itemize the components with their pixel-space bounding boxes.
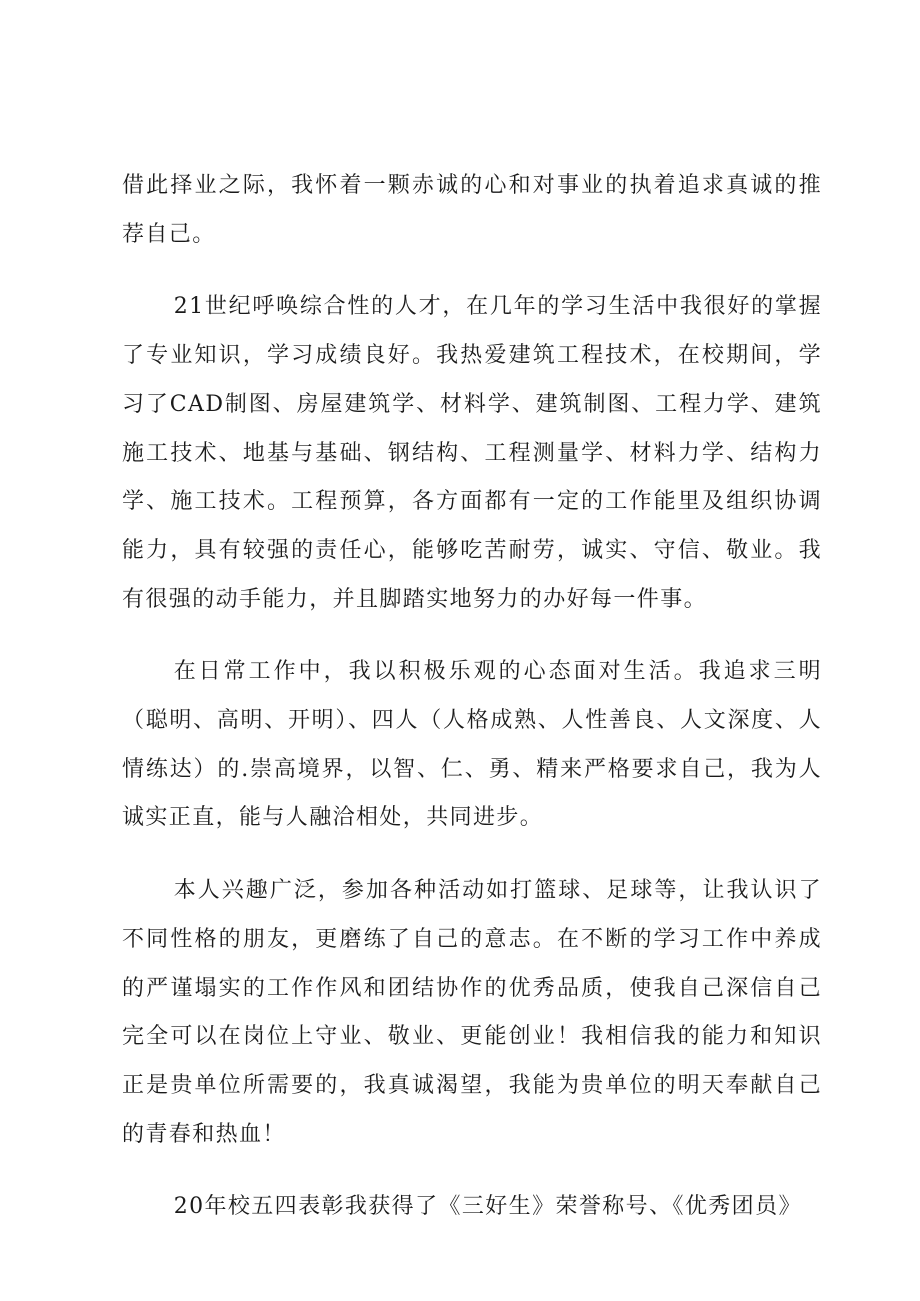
paragraph-skills: 21世纪呼唤综合性的人才，在几年的学习生活中我很好的掌握了专业知识，学习成绩良好。我热爱建筑工程技术，在校期间，学习了CAD制图、房屋建筑学、材料学、建筑制图、工程力学、建筑施工技术、地基与基础、钢结构、工程测量学、材料力学、结构力学、施工技术。工程预算，各方面都有一定的工作能里及组织协调能力，具有较强的责任心，能够吃苦耐劳，诚实、守信、敬业。我有很强的动手能力，并且脚踏实地努力的办好每一件事。	[122, 294, 822, 612]
paragraph-intro: 借此择业之际，我怀着一颗赤诚的心和对事业的执着追求真诚的推荐自己。	[122, 173, 822, 247]
paragraph-awards: 20年校五四表彰我获得了《三好生》荣誉称号、《优秀团员》	[173, 1194, 802, 1220]
document-body	[122, 162, 822, 1232]
paragraph-attitude: 在日常工作中，我以积极乐观的心态面对生活。我追求三明（聪明、高明、开明）、四人（人格成熟、人性善良、人文深度、人情练达）的.崇高境界，以智、仁、勇、精来严格要求自己，我为人诚实正直，能与人融洽相处，共同进步。	[122, 659, 822, 831]
paragraph-interests: 本人兴趣广泛，参加各种活动如打篮球、足球等，让我认识了不同性格的朋友，更磨练了自己的意志。在不断的学习工作中养成的严谨塌实的工作作风和团结协作的优秀品质，使我自己深信自己完全可以在岗位上守业、敬业、更能创业！我相信我的能力和知识正是贵单位所需要的，我真诚渴望，我能为贵单位的明天奉献自己的青春和热血！	[122, 878, 822, 1147]
